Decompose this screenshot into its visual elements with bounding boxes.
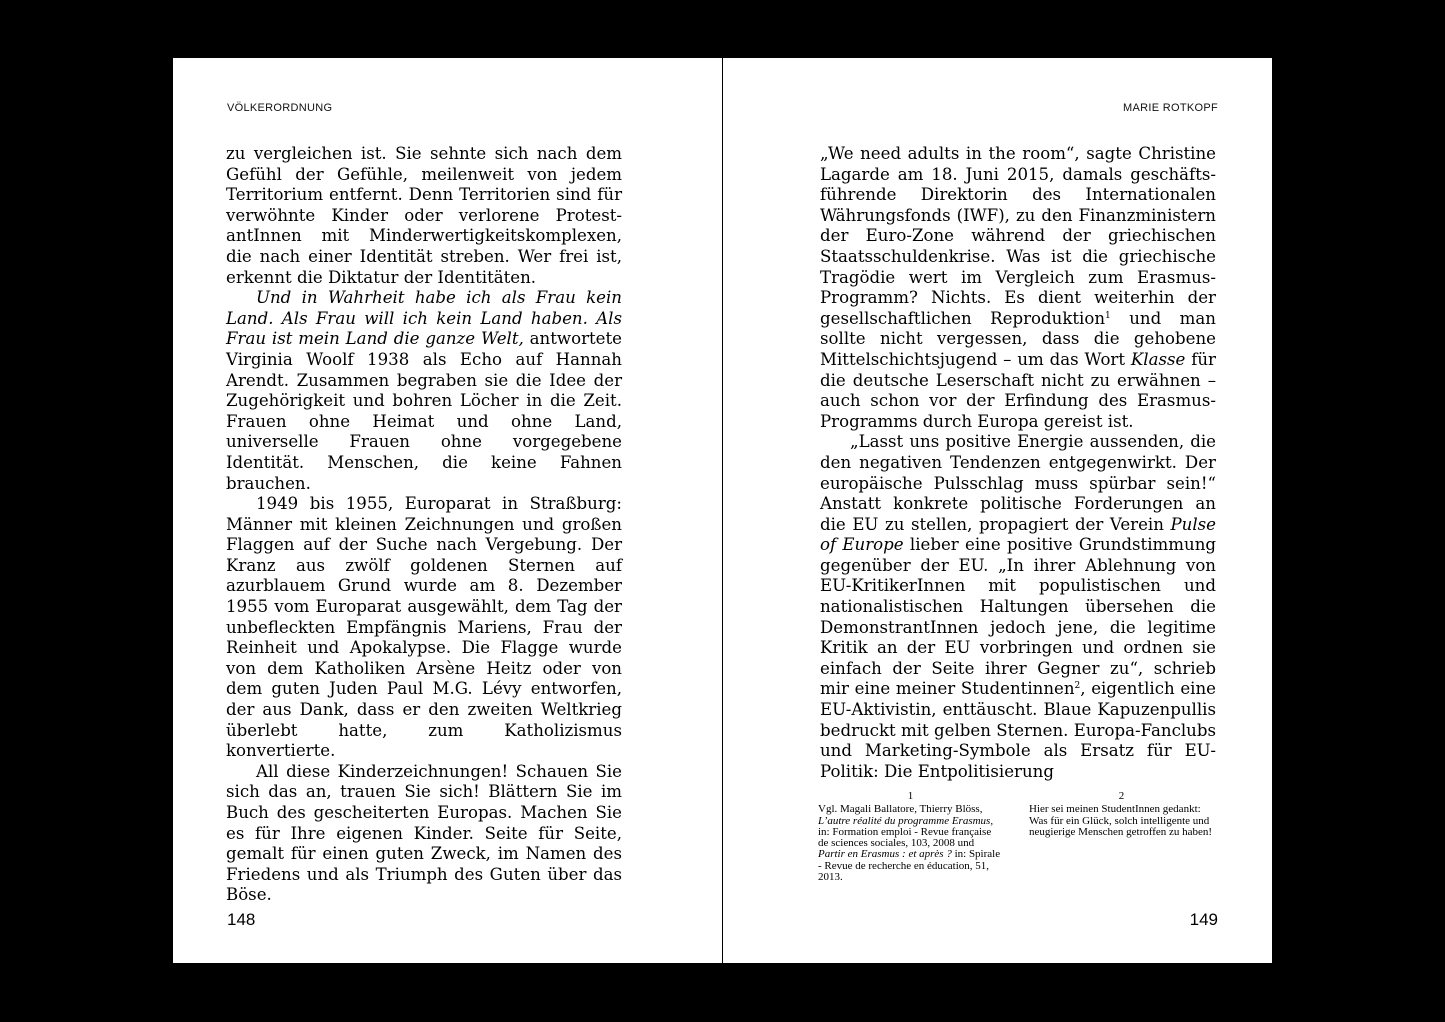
running-header-left: VÖLKERORDNUNG xyxy=(227,102,333,114)
footnote-1: 1 Vgl. Magali Ballatore, Thierry Blöss, L’autre réalité du programme Erasmus, in: Formation emploi - Revue française de sciences sociales, 103, 2008 und Partir en Erasmus : et après ? in: Spirale - Revue de recherche en éducation, 51, 2013. xyxy=(818,791,1003,883)
running-header-right: MARIE ROTKOPF xyxy=(1123,102,1218,114)
body-text-right xyxy=(820,144,1216,782)
page-number-right: 149 xyxy=(1189,910,1218,929)
footnote-ref: 1 xyxy=(1105,310,1111,321)
page-number-left: 148 xyxy=(227,910,256,929)
footnote-number: 1 xyxy=(907,790,914,802)
footnote-ref: 2 xyxy=(1074,681,1081,692)
paragraph: All diese Kinderzeichnungen! Schauen Sie sich das an, trauen Sie sich! Blättern Sie im Buch des gescheiterten Europas. Machen Sie es für Ihre eigenen Kinder. Seite für Seite, gemalt für einen guten Zweck, im Namen des Friedens und als Triumph des Guten über das Böse. xyxy=(226,761,622,905)
left-page xyxy=(173,58,722,963)
paragraph: „We need adults in the room“, sagte Christine Lagarde am 18. Juni 2015, damals geschäftsführende Direktorin des Internationalen Währungsfonds (IWF), zu den Finanzministern der Euro-Zone während der griechischen Staatsschuldenkrise. Was ist die griechische Tragödie wert im Vergleich zum Erasmus-Programm? Nichts. Es dient weiterhin der gesellschaftlichen Reproduktion$^1$ und man sollte nicht vergessen, dass die gehobene Mittelschichtsjugend – um das Wort Klasse für die deutsche Leserschaft nicht zu erwähnen – auch schon vor der Erfindung des Erasmus-Programms durch Europa gereist ist. xyxy=(820,144,1216,431)
right-page xyxy=(723,58,1272,963)
paragraph: 1949 bis 1955, Europarat in Straßburg: Männer mit kleinen Zeichnungen und großen Flaggen auf der Suche nach Vergebung. Der Kranz aus zwölf goldenen Sternen auf azurblauem Grund wurde am 8. Dezember 1955 vom Europarat ausgewählt, dem Tag der unbefleckten Empfängnis Mariens, Frau der Reinheit und Apokalypse. Die Flagge wurde von dem Katholiken Arsène Heitz oder von dem guten Juden Paul M.G. Lévy entworfen, der aus Dank, dass er den zweiten Weltkrieg überlebt hatte, zum Katholizismus konvertierte. xyxy=(226,494,622,761)
footnote-2: 2 Hier sei meinen StudentInnen gedankt: Was für ein Glück, solch intelligente und neugierige Menschen getroffen zu haben! xyxy=(1029,790,1213,838)
paragraph: Und in Wahrheit habe ich als Frau kein Land. Als Frau will ich kein Land haben. Als Frau ist mein Land die ganze Welt, antwortete Virginia Woolf 1938 als Echo auf Hannah Arendt. Zusammen begraben sie die Idee der Zugehörigkeit und bohren Löcher in die Zeit. Frauen ohne Heimat und ohne Land, universelle Frauen ohne vorgegebene Identität. Menschen, die keine Fahnen brauchen. xyxy=(226,288,622,493)
paragraph: „Lasst uns positive Energie aussenden, die den negativen Tendenzen entgegenwirkt. Der europäische Pulsschlag muss spürbar sein!“ Anstatt konkrete politische Forderungen an die EU zu stellen, propagiert der Verein Pulse of Europe lieber eine positive Grundstimmung gegenüber der EU. „In ihrer Ablehnung von EU-KritikerInnen mit populistischen und nationalistischen Haltungen übersehen die DemonstrantInnen jedoch jene, die legitime Kritik an der EU vorbringen und ordnen sie einfach der Seite ihrer Gegner zu“, schrieb mir eine meiner Studentinnen$^2$, eigentlich eine EU-Aktivistin, enttäuscht. Blaue Kapuzenpullis bedruckt mit gelben Sternen. Europa-Fanclubs und Marketing-Symbole als Ersatz für EU-Politik: Die Entpolitisierung xyxy=(820,432,1216,781)
body-text-left xyxy=(226,144,622,906)
footnote-number: 2 xyxy=(1118,790,1125,802)
paragraph: zu vergleichen ist. Sie sehnte sich nach dem Gefühl der Gefühle, meilenweit von jedem Territorium entfernt. Denn Territorien sind für verwöhnte Kinder oder verlorene ProtestantInnen mit Minderwertigkeitskomplexen, die nach einer Identität streben. Wer frei ist, erkennt die Diktatur der Identitäten. xyxy=(226,144,622,287)
quote-italic: Und in Wahrheit habe ich als Frau kein Land. Als Frau will ich kein Land haben. Als Frau ist mein Land die ganze Welt, xyxy=(226,288,622,349)
